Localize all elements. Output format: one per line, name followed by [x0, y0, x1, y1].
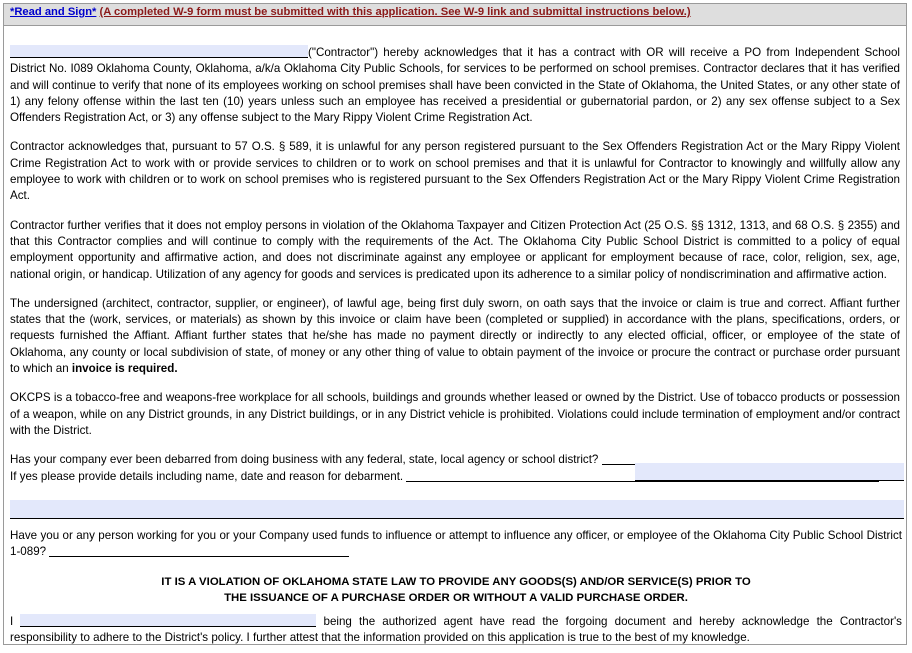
influence-question [10, 528, 902, 561]
warning-line-1: IT IS A VIOLATION OF OKLAHOMA STATE LAW TO PROVIDE ANY GOODS(S) AND/OR SERVICE(S) PRIOR TO [161, 575, 751, 588]
debarment-question-text: Has your company ever been debarred from doing business with any federal, state, local agency or school district? [10, 453, 599, 467]
influence-question-text: Have you or any person working for you or your Company used funds to influence or attempt to influence any officer, or employee of the Oklahoma City Public School District 1-089? [10, 529, 902, 559]
attest-prefix: I [10, 615, 14, 629]
contractor-name-field[interactable] [10, 45, 308, 58]
paragraph-text: ("Contractor") hereby acknowledges that it has a contract with OR will receive a PO from Independent School District No. I089 Oklahoma County, Oklahoma, a/k/a Oklahoma City Public Schools, for services to be performed on school premises. Contractor declares that it has verified and will continue to verify that none of its employees working on school premises shall have been convicted in the State of Oklahoma, the United States, or any other state of 1) any felony offense within the last ten (10) years unless such an employee has received a presidential or gubernatorial pardon, or 2) any sex offense subject to a Sex Offenders Registration Act, or 3) any offense subject to the Mary Rippy Violent Crime Registration Act. [10, 46, 900, 125]
debarment-answer-field[interactable] [635, 463, 904, 481]
debarment-details-field[interactable] [10, 500, 904, 519]
taxpayer-protection-paragraph: Contractor further verifies that it does not employ persons in violation of the Oklahoma Taxpayer and Citizen Protection Act (25 O.S. §§ 1312, 1313, and 68 O.S. § 2355) and that this Contractor complies and will continue to comply with the requirements of the Act. The Oklahoma City Public School District is committed to a policy of equal employment opportunity and affirmative action, and does not discriminate against any employee or applicant for employment because of race, color, religion, sex, age, national origin, or handicap. Utilization of any agency for goods and services is predicated upon its adherence to a similar policy of nondiscrimination and affirmative action. [10, 218, 900, 281]
form-page [3, 3, 907, 645]
agent-name-field[interactable] [20, 614, 316, 627]
warning-line-2: THE ISSUANCE OF A PURCHASE ORDER OR WITHOUT A VALID PURCHASE ORDER. [224, 591, 688, 604]
sex-offender-paragraph: Contractor acknowledges that, pursuant to 57 O.S. § 589, it is unlawful for any person registered pursuant to the Sex Offenders Registration Act or the Mary Rippy Violent Crime Registration Act to work with or provide services to children or to work on school premises and that it is unlawful for Contractor to knowingly and willfully allow any employee to work with children or to work on school premises who is registered pursuant to the Sex Offenders Registration Act or the Mary Rippy Violent Crime Registration Act. [10, 140, 900, 203]
tobacco-weapons-paragraph: OKCPS is a tobacco-free and weapons-free workplace for all schools, buildings and grounds whether leased or owned by the District. Use of tobacco products or possession of a weapon, while on any District grounds, in any District buildings, or in any District vehicle is prohibited. Violations could include termination of employment and/or contract with the District. [10, 391, 900, 437]
affidavit-paragraph [10, 296, 900, 377]
attestation-paragraph [10, 614, 902, 647]
read-and-sign-link[interactable]: *Read and Sign* [10, 6, 97, 18]
attestation-text: being the authorized agent have read the forgoing document and hereby acknowledge the Contractor's responsibility to adhere to the District's policy. I further attest that the information provided on this application is true to the best of my knowledge. [10, 615, 902, 645]
form-body [4, 45, 906, 485]
affidavit-bold-text: invoice is required. [71, 362, 178, 376]
influence-answer-field[interactable] [49, 544, 349, 557]
debarment-details-text: If yes please provide details including name, date and reason for debarment. [10, 469, 404, 483]
form-body-lower [4, 528, 908, 647]
header-bar [4, 4, 906, 26]
affidavit-text: The undersigned (architect, contractor, supplier, or engineer), of lawful age, being first duly sworn, on oath says that the invoice or claim is true and correct. Affiant further states that the (work, services, or materials) as shown by this invoice or claim have been (completed or supplied) in accordance with the plans, specifications, orders, or requests furnished the Affiant. Affiant further states that he/she has made no payment directly or indirectly to any elected official, officer, or employee of the state of Oklahoma, any county or local subdivision of state, of money or any other thing of value to obtain payment of the invoice or procure the contract or purchase order pursuant to which an [10, 296, 900, 376]
w9-instruction-note: (A completed W-9 form must be submitted with this application. See W-9 link and submittal instructions below.) [99, 6, 691, 18]
contractor-acknowledgement-paragraph [10, 45, 900, 126]
purchase-order-warning [10, 574, 902, 607]
